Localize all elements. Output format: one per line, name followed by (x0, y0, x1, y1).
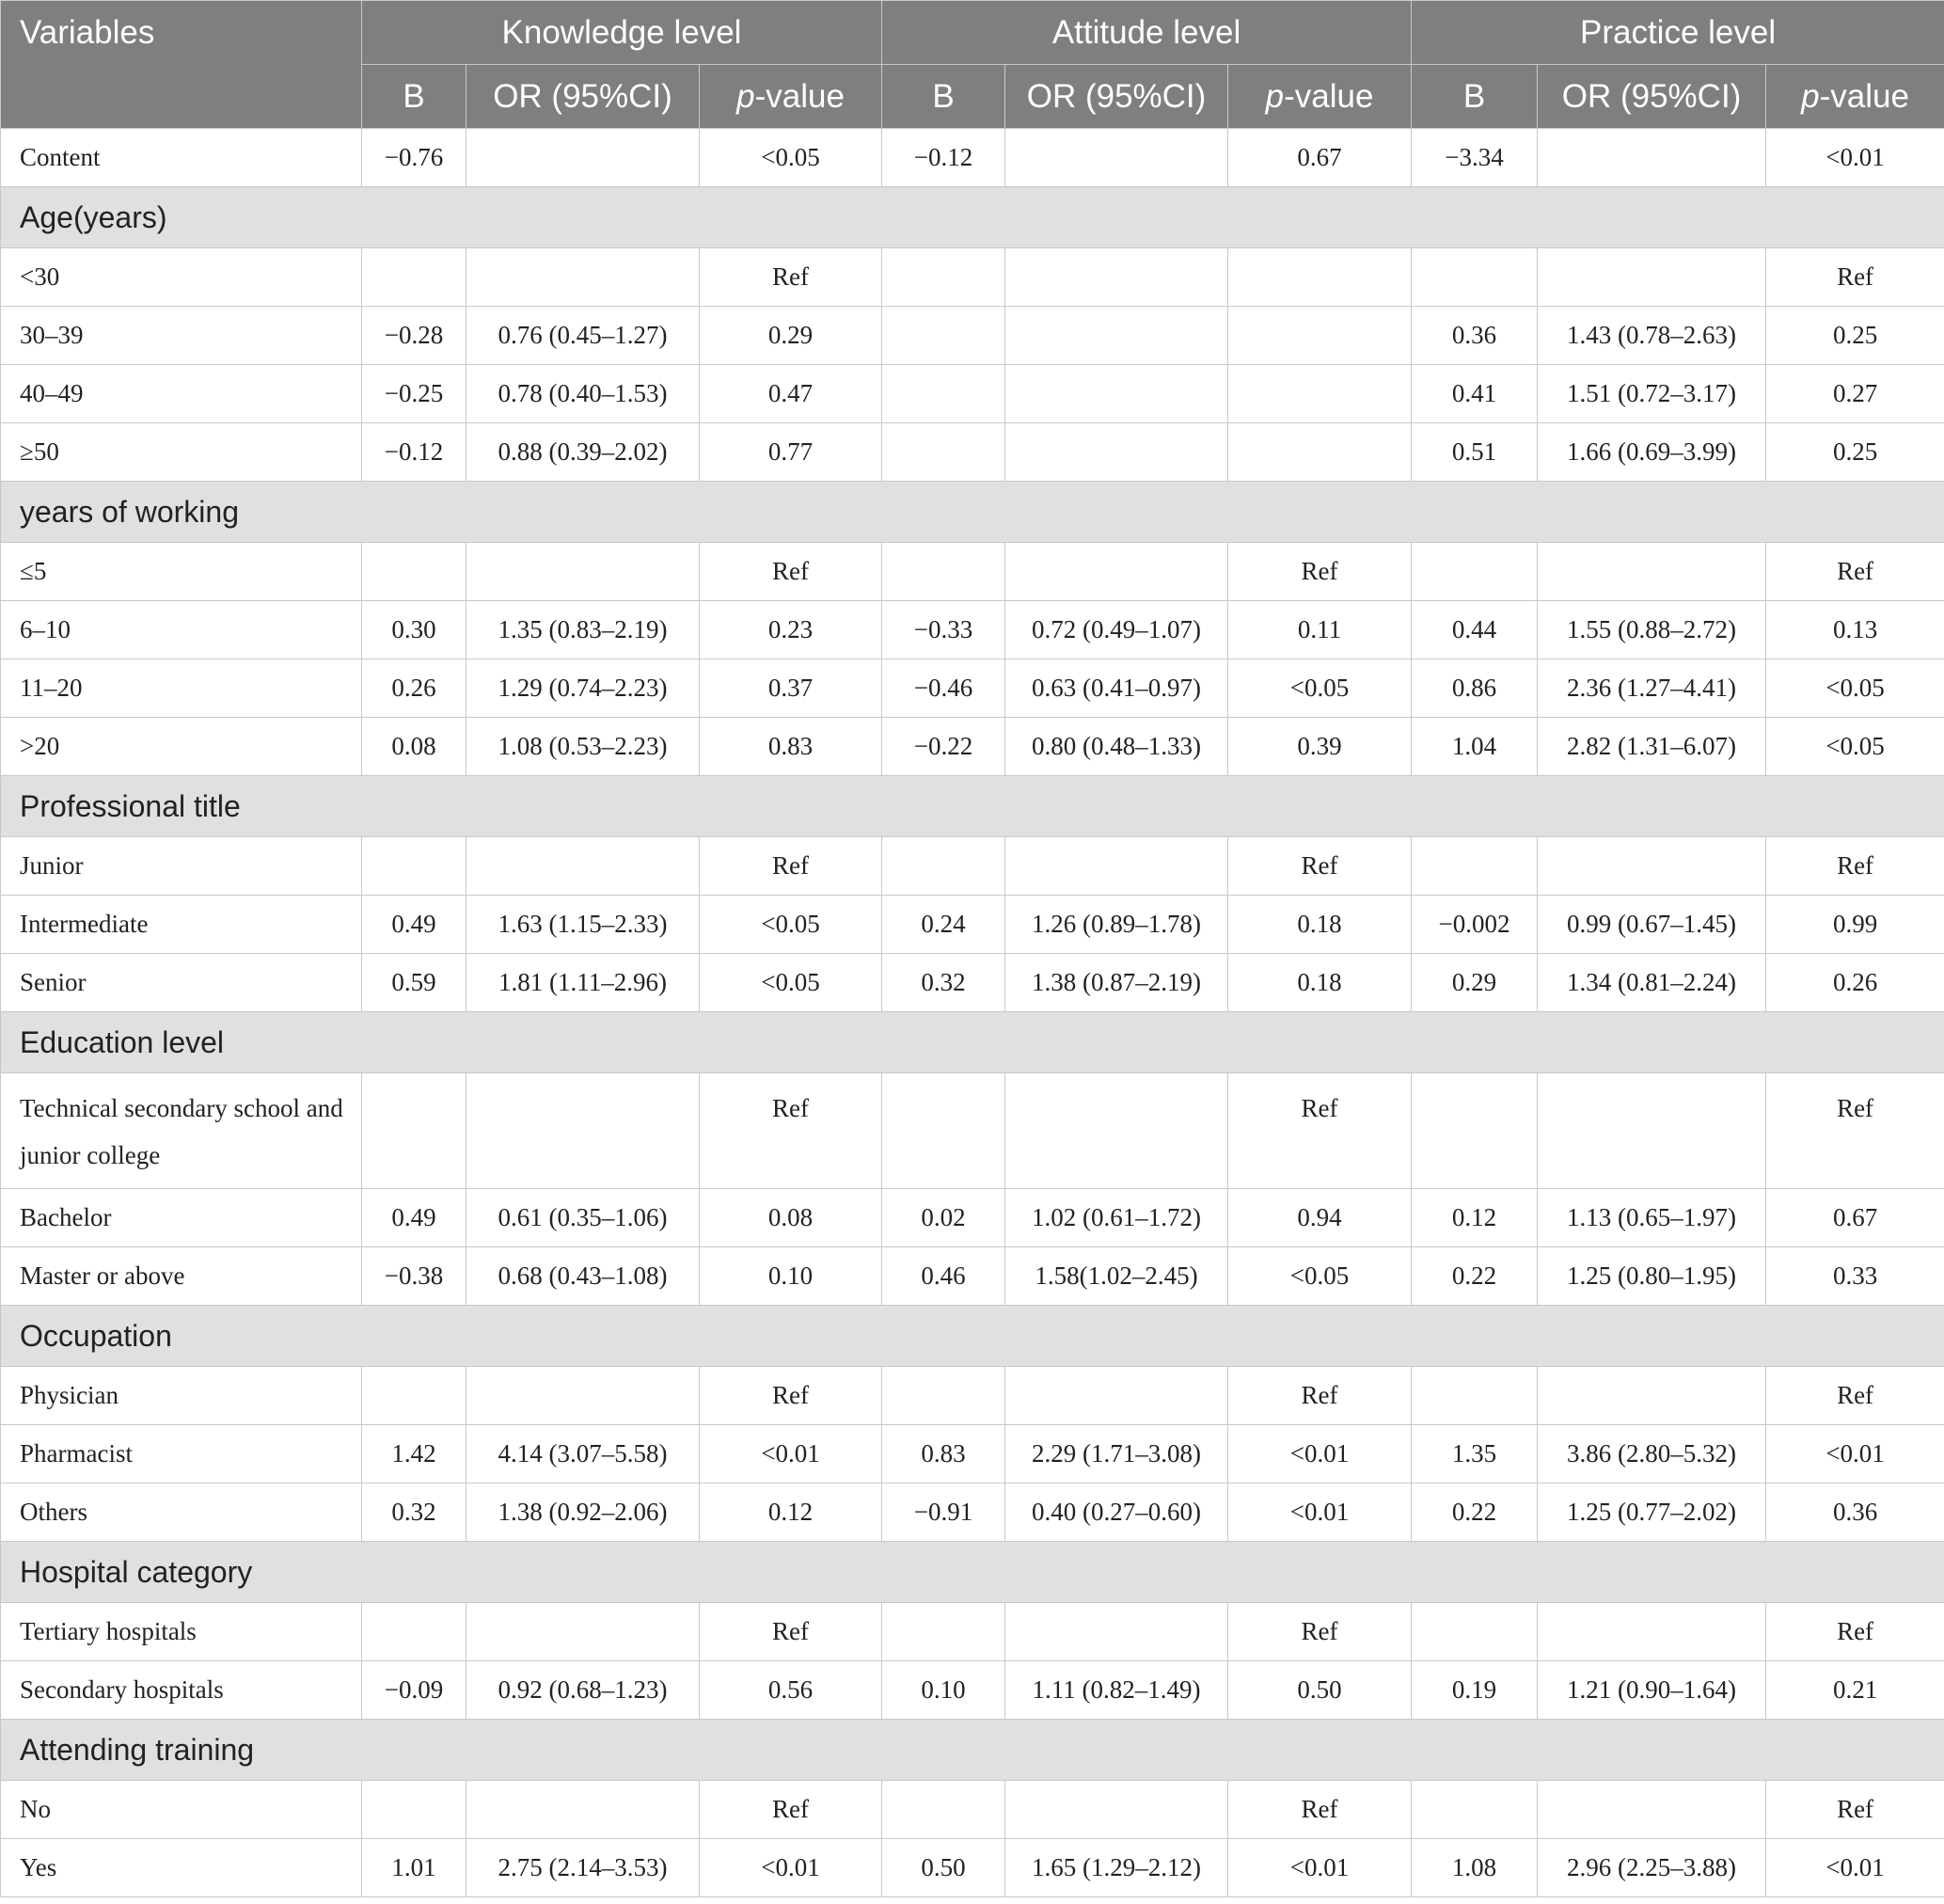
row-label: >20 (1, 718, 362, 776)
table-cell: <0.05 (1766, 659, 1944, 718)
table-row (1, 1603, 1944, 1661)
table-cell: 1.63 (1.15–2.33) (466, 896, 700, 954)
table-row (1, 543, 1944, 601)
row-label: Content (1, 129, 362, 187)
table-cell: 1.25 (0.77–2.02) (1538, 1484, 1766, 1542)
row-label: 30–39 (1, 307, 362, 365)
table-cell: 0.88 (0.39–2.02) (466, 423, 700, 482)
table-row (1, 365, 1944, 423)
table-cell: 0.29 (700, 307, 882, 365)
row-label: Pharmacist (1, 1425, 362, 1484)
section-label: Professional title (1, 776, 1944, 837)
table-header (1, 1, 1944, 129)
table-cell: −0.28 (362, 307, 466, 365)
table-cell: 0.24 (882, 896, 1005, 954)
table-cell: 0.22 (1412, 1484, 1538, 1542)
table-cell: −0.91 (882, 1484, 1005, 1542)
table-cell: Ref (1766, 1367, 1944, 1425)
table-cell: 1.26 (0.89–1.78) (1005, 896, 1228, 954)
table-body (1, 129, 1944, 1897)
table-cell: 0.08 (362, 718, 466, 776)
table-cell: Ref (1766, 1073, 1944, 1189)
row-label: 40–49 (1, 365, 362, 423)
row-label: Secondary hospitals (1, 1661, 362, 1720)
table-cell: Ref (1228, 1603, 1412, 1661)
section-row (1, 1542, 1944, 1603)
table-cell: 0.26 (1766, 954, 1944, 1012)
table-row (1, 954, 1944, 1012)
table-cell (362, 248, 466, 307)
table-cell: 0.21 (1766, 1661, 1944, 1720)
table-cell: <0.05 (1766, 718, 1944, 776)
table-cell: 1.38 (0.92–2.06) (466, 1484, 700, 1542)
table-row (1, 718, 1944, 776)
table-cell: 0.02 (882, 1189, 1005, 1247)
table-cell: 0.78 (0.40–1.53) (466, 365, 700, 423)
table-row (1, 1661, 1944, 1720)
section-label: Age(years) (1, 187, 1944, 248)
section-row (1, 482, 1944, 543)
table-cell: 0.83 (882, 1425, 1005, 1484)
table-cell: 0.26 (362, 659, 466, 718)
table-cell: 1.08 (1412, 1839, 1538, 1897)
table-cell: −0.46 (882, 659, 1005, 718)
table-cell (362, 1367, 466, 1425)
table-cell: 0.59 (362, 954, 466, 1012)
row-label: Senior (1, 954, 362, 1012)
knowledge-p-header: p-value (700, 65, 882, 129)
table-cell: 0.18 (1228, 896, 1412, 954)
table-cell (882, 1781, 1005, 1839)
table-cell: Ref (700, 1603, 882, 1661)
table-row (1, 659, 1944, 718)
table-cell: Ref (1766, 1781, 1944, 1839)
table-cell: 0.40 (0.27–0.60) (1005, 1484, 1228, 1542)
table-cell (1005, 1367, 1228, 1425)
table-cell: Ref (700, 837, 882, 896)
table-cell: 0.49 (362, 1189, 466, 1247)
table-cell: 0.77 (700, 423, 882, 482)
table-cell: 1.66 (0.69–3.99) (1538, 423, 1766, 482)
table-row (1, 307, 1944, 365)
row-label: ≤5 (1, 543, 362, 601)
table-cell (1538, 1781, 1766, 1839)
table-cell: −0.12 (882, 129, 1005, 187)
table-cell: <0.01 (1228, 1425, 1412, 1484)
table-cell: <0.01 (700, 1839, 882, 1897)
table-row (1, 896, 1944, 954)
table-cell: Ref (1228, 1073, 1412, 1189)
table-cell (1005, 543, 1228, 601)
variables-header: Variables (1, 1, 362, 129)
table-cell (1005, 1073, 1228, 1189)
table-cell: Ref (700, 1781, 882, 1839)
attitude-level-header: Attitude level (882, 1, 1412, 65)
table-cell: 1.21 (0.90–1.64) (1538, 1661, 1766, 1720)
table-cell (882, 837, 1005, 896)
table-cell: 1.04 (1412, 718, 1538, 776)
table-cell (1228, 365, 1412, 423)
section-label: years of working (1, 482, 1944, 543)
table-cell: 0.41 (1412, 365, 1538, 423)
table-cell (882, 423, 1005, 482)
table-cell (466, 248, 700, 307)
table-cell: 2.96 (2.25–3.88) (1538, 1839, 1766, 1897)
table-cell: 0.13 (1766, 601, 1944, 659)
table-cell: 1.34 (0.81–2.24) (1538, 954, 1766, 1012)
table-cell: Ref (1228, 543, 1412, 601)
table-cell: 0.46 (882, 1247, 1005, 1306)
row-label: <30 (1, 248, 362, 307)
table-cell (466, 129, 700, 187)
table-cell: 2.29 (1.71–3.08) (1005, 1425, 1228, 1484)
table-cell: 2.36 (1.27–4.41) (1538, 659, 1766, 718)
table-cell: 1.13 (0.65–1.97) (1538, 1189, 1766, 1247)
table-cell: 1.35 (0.83–2.19) (466, 601, 700, 659)
table-cell: 0.36 (1412, 307, 1538, 365)
table-cell (466, 1367, 700, 1425)
table-cell (1005, 129, 1228, 187)
table-cell: 1.38 (0.87–2.19) (1005, 954, 1228, 1012)
table-cell: Ref (700, 248, 882, 307)
table-cell (882, 543, 1005, 601)
section-row (1, 1012, 1944, 1073)
row-label: Master or above (1, 1247, 362, 1306)
practice-level-header: Practice level (1412, 1, 1944, 65)
table-cell: <0.01 (1766, 1839, 1944, 1897)
table-cell: −0.12 (362, 423, 466, 482)
table-cell: <0.01 (1766, 129, 1944, 187)
table-cell: 0.67 (1766, 1189, 1944, 1247)
table-cell: 0.67 (1228, 129, 1412, 187)
table-cell (1538, 543, 1766, 601)
table-row (1, 1247, 1944, 1306)
table-cell: <0.05 (1228, 659, 1412, 718)
row-label: Tertiary hospitals (1, 1603, 362, 1661)
table-cell: Ref (700, 543, 882, 601)
table-cell: −0.33 (882, 601, 1005, 659)
table-cell: <0.05 (700, 129, 882, 187)
table-cell: 0.68 (0.43–1.08) (466, 1247, 700, 1306)
practice-b-header: B (1412, 65, 1538, 129)
table-cell (1005, 423, 1228, 482)
table-cell (1412, 837, 1538, 896)
table-cell (362, 837, 466, 896)
section-label: Attending training (1, 1720, 1944, 1781)
table-cell (1538, 1603, 1766, 1661)
table-cell (1228, 423, 1412, 482)
table-cell: 1.58(1.02–2.45) (1005, 1247, 1228, 1306)
table-cell: 0.72 (0.49–1.07) (1005, 601, 1228, 659)
table-cell: −0.76 (362, 129, 466, 187)
table-cell: 2.82 (1.31–6.07) (1538, 718, 1766, 776)
table-row (1, 1839, 1944, 1897)
table-cell: 0.12 (1412, 1189, 1538, 1247)
table-cell: 1.55 (0.88–2.72) (1538, 601, 1766, 659)
table-cell: <0.05 (700, 954, 882, 1012)
table-cell: 0.47 (700, 365, 882, 423)
row-label: 11–20 (1, 659, 362, 718)
table-cell: 1.08 (0.53–2.23) (466, 718, 700, 776)
row-label: ≥50 (1, 423, 362, 482)
table-cell: 0.22 (1412, 1247, 1538, 1306)
table-cell: 0.63 (0.41–0.97) (1005, 659, 1228, 718)
table-row (1, 1484, 1944, 1542)
table-cell (1412, 543, 1538, 601)
table-cell: 0.86 (1412, 659, 1538, 718)
table-cell (466, 1781, 700, 1839)
table-row (1, 248, 1944, 307)
table-cell: 0.92 (0.68–1.23) (466, 1661, 700, 1720)
table-row (1, 837, 1944, 896)
table-cell (1538, 129, 1766, 187)
table-row (1, 1073, 1944, 1189)
table-cell: 0.50 (1228, 1661, 1412, 1720)
table-cell: 1.35 (1412, 1425, 1538, 1484)
table-cell (882, 1603, 1005, 1661)
table-cell: 0.94 (1228, 1189, 1412, 1247)
table-row (1, 1425, 1944, 1484)
section-row (1, 776, 1944, 837)
table-cell: −0.22 (882, 718, 1005, 776)
table-cell: 0.25 (1766, 423, 1944, 482)
table-cell: 0.10 (700, 1247, 882, 1306)
table-cell: 0.83 (700, 718, 882, 776)
table-cell: 0.32 (362, 1484, 466, 1542)
table-cell: 1.43 (0.78–2.63) (1538, 307, 1766, 365)
table-cell: 1.51 (0.72–3.17) (1538, 365, 1766, 423)
row-label: Technical secondary school and junior college (1, 1073, 362, 1189)
attitude-or-header: OR (95%CI) (1005, 65, 1228, 129)
table-cell: 0.30 (362, 601, 466, 659)
table-cell: Ref (700, 1073, 882, 1189)
table-cell: Ref (1228, 1367, 1412, 1425)
table-cell: 0.76 (0.45–1.27) (466, 307, 700, 365)
knowledge-or-header: OR (95%CI) (466, 65, 700, 129)
section-row (1, 1306, 1944, 1367)
table-cell: 0.44 (1412, 601, 1538, 659)
practice-or-header: OR (95%CI) (1538, 65, 1766, 129)
table-cell: Ref (1766, 1603, 1944, 1661)
table-cell (1412, 1367, 1538, 1425)
table-cell: 0.99 (1766, 896, 1944, 954)
table-cell: 0.32 (882, 954, 1005, 1012)
table-cell (362, 1073, 466, 1189)
table-cell (1538, 248, 1766, 307)
table-cell: 0.18 (1228, 954, 1412, 1012)
table-cell: 1.65 (1.29–2.12) (1005, 1839, 1228, 1897)
table-cell (882, 365, 1005, 423)
section-label: Occupation (1, 1306, 1944, 1367)
table-cell (466, 1073, 700, 1189)
table-cell: 3.86 (2.80–5.32) (1538, 1425, 1766, 1484)
table-cell: 0.37 (700, 659, 882, 718)
table-cell (1005, 837, 1228, 896)
table-cell: 1.42 (362, 1425, 466, 1484)
table-cell: 0.10 (882, 1661, 1005, 1720)
table-cell (466, 837, 700, 896)
table-cell: 0.50 (882, 1839, 1005, 1897)
section-label: Education level (1, 1012, 1944, 1073)
table-cell: <0.01 (1228, 1839, 1412, 1897)
row-label: Others (1, 1484, 362, 1542)
table-cell (362, 1603, 466, 1661)
table-cell: 1.01 (362, 1839, 466, 1897)
table-cell: 0.99 (0.67–1.45) (1538, 896, 1766, 954)
table-cell (362, 1781, 466, 1839)
table-row (1, 1781, 1944, 1839)
knowledge-b-header: B (362, 65, 466, 129)
row-label: Yes (1, 1839, 362, 1897)
table-cell: Ref (1228, 1781, 1412, 1839)
table-row (1, 1189, 1944, 1247)
table-cell (1538, 1367, 1766, 1425)
table-cell (1005, 1603, 1228, 1661)
table-cell: 0.29 (1412, 954, 1538, 1012)
table-cell: 4.14 (3.07–5.58) (466, 1425, 700, 1484)
table-cell: 1.11 (0.82–1.49) (1005, 1661, 1228, 1720)
table-cell: 0.36 (1766, 1484, 1944, 1542)
table-cell: 1.29 (0.74–2.23) (466, 659, 700, 718)
table-cell (1412, 1073, 1538, 1189)
row-label: 6–10 (1, 601, 362, 659)
table-cell (1412, 1781, 1538, 1839)
table-cell: <0.01 (1228, 1484, 1412, 1542)
table-cell: 0.49 (362, 896, 466, 954)
row-label: Junior (1, 837, 362, 896)
table-cell: 0.80 (0.48–1.33) (1005, 718, 1228, 776)
table-cell (1538, 1073, 1766, 1189)
section-label: Hospital category (1, 1542, 1944, 1603)
row-label: Physician (1, 1367, 362, 1425)
table-cell: −0.09 (362, 1661, 466, 1720)
table-cell: 0.11 (1228, 601, 1412, 659)
table-cell: 0.39 (1228, 718, 1412, 776)
table-cell: 0.56 (700, 1661, 882, 1720)
table-cell: 1.02 (0.61–1.72) (1005, 1189, 1228, 1247)
table-cell (1228, 307, 1412, 365)
table-cell (1412, 1603, 1538, 1661)
attitude-b-header: B (882, 65, 1005, 129)
table-cell (1005, 307, 1228, 365)
table-cell: <0.05 (700, 896, 882, 954)
table-cell: 0.51 (1412, 423, 1538, 482)
table-cell (1412, 248, 1538, 307)
table-cell: Ref (700, 1367, 882, 1425)
table-cell: <0.01 (700, 1425, 882, 1484)
practice-p-header: p-value (1766, 65, 1944, 129)
row-label: No (1, 1781, 362, 1839)
section-row (1, 187, 1944, 248)
table-cell (1228, 248, 1412, 307)
table-cell (1005, 1781, 1228, 1839)
table-cell: 0.61 (0.35–1.06) (466, 1189, 700, 1247)
table-cell (882, 248, 1005, 307)
table-row (1, 1367, 1944, 1425)
table-cell: 0.25 (1766, 307, 1944, 365)
table-cell: <0.05 (1228, 1247, 1412, 1306)
table-cell: −0.002 (1412, 896, 1538, 954)
table-row (1, 129, 1944, 187)
table-cell: Ref (1228, 837, 1412, 896)
table-cell (882, 307, 1005, 365)
table-cell: −0.38 (362, 1247, 466, 1306)
table-cell (466, 1603, 700, 1661)
attitude-p-header: p-value (1228, 65, 1412, 129)
table-cell: Ref (1766, 543, 1944, 601)
table-cell (362, 543, 466, 601)
table-cell: 1.81 (1.11–2.96) (466, 954, 700, 1012)
knowledge-level-header: Knowledge level (362, 1, 882, 65)
table-cell (1005, 365, 1228, 423)
row-label: Bachelor (1, 1189, 362, 1247)
table-cell (1538, 837, 1766, 896)
section-row (1, 1720, 1944, 1781)
table-cell (466, 543, 700, 601)
table-row (1, 423, 1944, 482)
table-cell: 0.33 (1766, 1247, 1944, 1306)
table-cell (882, 1073, 1005, 1189)
table-cell: −3.34 (1412, 129, 1538, 187)
table-cell: 0.12 (700, 1484, 882, 1542)
table-cell: 1.25 (0.80–1.95) (1538, 1247, 1766, 1306)
table-cell: 0.08 (700, 1189, 882, 1247)
table-cell: 2.75 (2.14–3.53) (466, 1839, 700, 1897)
table-cell (1005, 248, 1228, 307)
table-cell: −0.25 (362, 365, 466, 423)
table-cell: 0.27 (1766, 365, 1944, 423)
row-label: Intermediate (1, 896, 362, 954)
table-cell: 0.19 (1412, 1661, 1538, 1720)
table-cell: <0.01 (1766, 1425, 1944, 1484)
table-cell (882, 1367, 1005, 1425)
table-cell: Ref (1766, 248, 1944, 307)
table-row (1, 601, 1944, 659)
table-cell: 0.23 (700, 601, 882, 659)
table-cell: Ref (1766, 837, 1944, 896)
